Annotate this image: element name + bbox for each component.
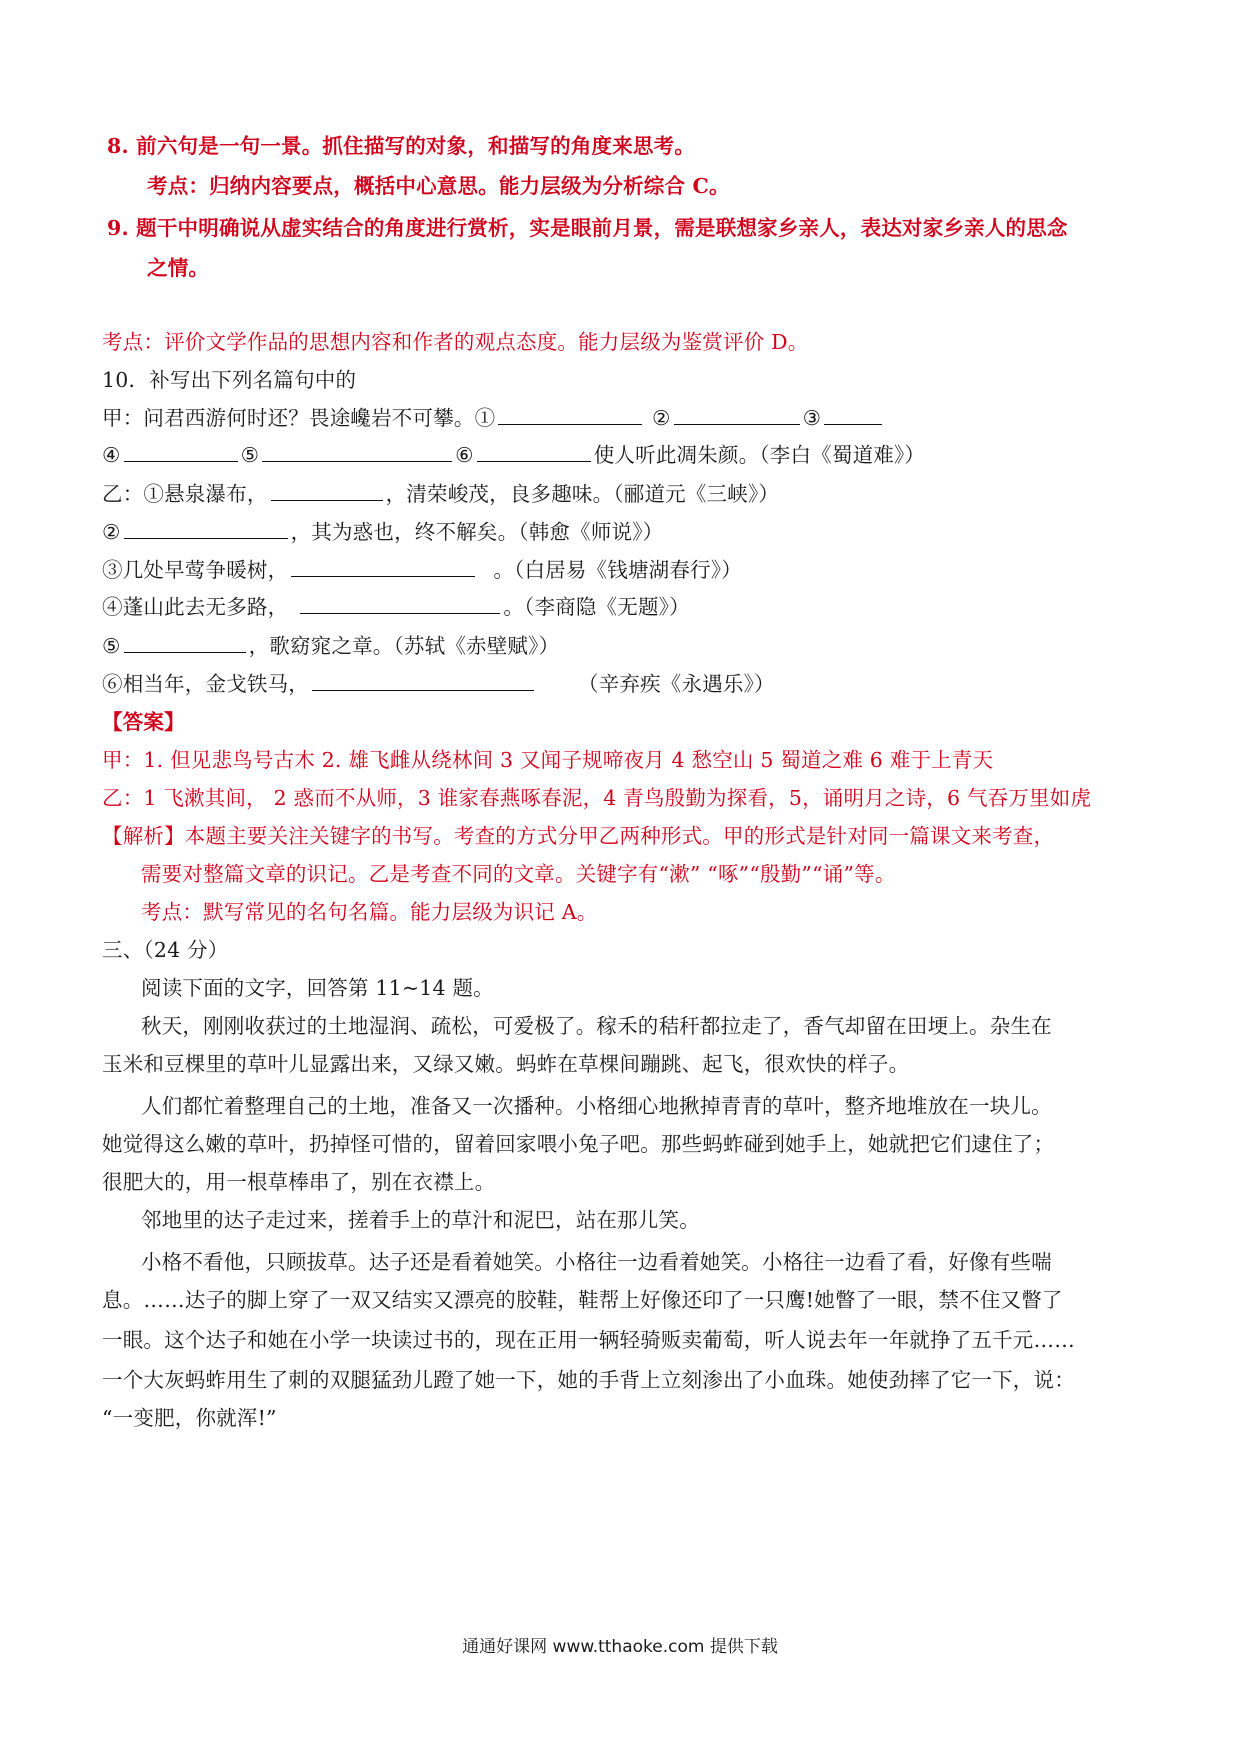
para4-line1: 小格不看他，只顾拔草。达子还是看着她笑。小格往一边看着她笑。小格往一边看了看，好像有些喘 (141, 1250, 1052, 1274)
para2-line3: 很肥大的，用一根草棒串了，别在衣襟上。 (102, 1170, 496, 1194)
q8-answer: 8. 前六句是一句一景。抓住描写的对象，和描写的角度来思考。 (107, 134, 696, 158)
q9-kaodian: 考点：评价文学作品的思想内容和作者的观点态度。能力层级为鉴赏评价 D。 (102, 330, 809, 354)
answer-yi: 乙：1 飞漱其间， 2 惑而不从师，3 谁家春燕啄春泥，4 青鸟殷勤为探看，5，诵明月之诗，6 气吞万里如虎 (102, 786, 1092, 810)
q9-answer-line2: 之情。 (147, 256, 210, 280)
yi-item4-tail: 。（李商隐《无题》） (503, 595, 690, 619)
q10-title: 10．补写出下列名篇句中的 (102, 368, 357, 392)
blank-yi-3[interactable] (291, 556, 475, 577)
analysis-line1: 【解析】本题主要关注关键字的书写。考查的方式分甲乙两种形式。甲的形式是针对同一篇课文来考查， (102, 824, 1055, 848)
q10-yi-item3 (102, 556, 742, 584)
q10-yi-item2 (102, 518, 663, 546)
q10-kaodian: 考点：默写常见的名句名篇。能力层级为识记 A。 (141, 900, 598, 924)
q10-yi-item6 (102, 670, 775, 698)
yi-item5-head: ⑤ (102, 634, 121, 658)
blank-jia-1[interactable] (498, 404, 642, 425)
q10-yi-item5 (102, 632, 559, 660)
para1-line2: 玉米和豆棵里的草叶儿显露出来，又绿又嫩。蚂蚱在草棵间蹦跳、起飞，很欢快的样子。 (102, 1052, 910, 1076)
yi-item4-head: ④蓬山此去无多路， (102, 595, 289, 619)
blank-jia-4[interactable] (124, 441, 238, 462)
q10-yi-item4 (102, 593, 690, 621)
blank-jia-6[interactable] (477, 441, 591, 462)
yi-item3-head: ③几处早莺争暖树， (102, 558, 289, 582)
q9-answer-line1: 9. 题干中明确说从虚实结合的角度进行赏析，实是眼前月景，需是联想家乡亲人，表达对家乡亲人的思念 (107, 216, 1068, 240)
answer-jia: 甲：1. 但见悲鸟号古木 2. 雄飞雌从绕林间 3 又闻子规啼夜月 4 愁空山 5 蜀道之难 6 难于上青天 (102, 748, 994, 772)
para2-line2: 她觉得这么嫩的草叶，扔掉怪可惜的，留着回家喂小兔子吧。那些蚂蚱碰到她手上，她就把它们逮住了； (102, 1132, 1055, 1156)
blank-jia-2[interactable] (674, 404, 800, 425)
blank-yi-4[interactable] (300, 593, 500, 614)
para3-line1: 邻地里的达子走过来，搓着手上的草汁和泥巴，站在那儿笑。 (141, 1208, 700, 1232)
para4-line3: 一眼。这个达子和她在小学一块读过书的，现在正用一辆轻骑贩卖葡萄，听人说去年一年就挣了五千元…… (102, 1328, 1075, 1352)
blank-yi-5[interactable] (124, 632, 246, 653)
para2-line1: 人们都忙着整理自己的土地，准备又一次播种。小格细心地揪掉青青的草叶，整齐地堆放在一块儿。 (141, 1094, 1052, 1118)
q10-jia-line1 (102, 404, 885, 432)
yi-item2-head: ② (102, 520, 121, 544)
blank-mark-2: ② (652, 406, 671, 430)
blank-mark-4: ④ (102, 443, 121, 467)
yi-item5-tail: ，歌窈窕之章。（苏轼《赤壁赋》） (248, 634, 560, 658)
blank-yi-1[interactable] (271, 480, 383, 501)
blank-yi-6[interactable] (312, 670, 534, 691)
yi-item1-tail: ，清荣峻茂，良多趣味。（郦道元《三峡》） (385, 482, 780, 506)
yi-item6-tail: （辛弃疾《永遇乐》） (578, 672, 775, 696)
section3-header: 三、（24 分） (102, 938, 229, 962)
para4-line5: “一变肥，你就浑!” (102, 1406, 277, 1430)
q10-jia-prompt: 甲：问君西游何时还？畏途巉岩不可攀。① (102, 406, 496, 430)
answer-header: 【答案】 (102, 710, 185, 734)
para4-line2: 息。……达子的脚上穿了一双又结实又漂亮的胶鞋，鞋帮上好像还印了一只鹰!她瞥了一眼，禁不住又瞥了 (102, 1288, 1063, 1312)
yi-item1-head: 乙：①悬泉瀑布， (102, 482, 268, 506)
para4-line4: 一个大灰蚂蚱用生了刺的双腿猛劲儿蹬了她一下，她的手背上立刻渗出了小血珠。她使劲摔了它一下，说： (102, 1368, 1075, 1392)
para1-line1: 秋天，刚刚收获过的土地湿润、疏松，可爱极了。稼禾的秸秆都拉走了，香气却留在田埂上。杂生在 (141, 1014, 1052, 1038)
q10-yi-item1 (102, 480, 779, 508)
yi-item3-tail: 。（白居易《钱塘湖春行》） (493, 558, 742, 582)
blank-yi-2[interactable] (124, 518, 288, 539)
blank-jia-5[interactable] (262, 441, 452, 462)
yi-item2-tail: ，其为惑也，终不解矣。（韩愈《师说》） (290, 520, 664, 544)
blank-jia-3[interactable] (824, 404, 882, 425)
blank-mark-5: ⑤ (240, 443, 260, 467)
footer-text: 通通好课网 www.tthaoke.com 提供下载 (462, 1637, 778, 1657)
section3-instruction: 阅读下面的文字，回答第 11~14 题。 (141, 976, 494, 1000)
q8-kaodian: 考点：归纳内容要点，概括中心意思。能力层级为分析综合 C。 (147, 174, 730, 198)
yi-item6-head: ⑥相当年，金戈铁马， (102, 672, 309, 696)
q10-jia-tail: 使人听此凋朱颜。（李白《蜀道难》） (593, 443, 926, 467)
blank-mark-3: ③ (802, 406, 822, 430)
analysis-line2: 需要对整篇文章的识记。乙是考查不同的文章。关键字有“漱” “啄”“殷勤”“诵”等。 (141, 862, 896, 886)
blank-mark-6: ⑥ (455, 443, 474, 467)
q10-jia-line2 (102, 441, 925, 469)
